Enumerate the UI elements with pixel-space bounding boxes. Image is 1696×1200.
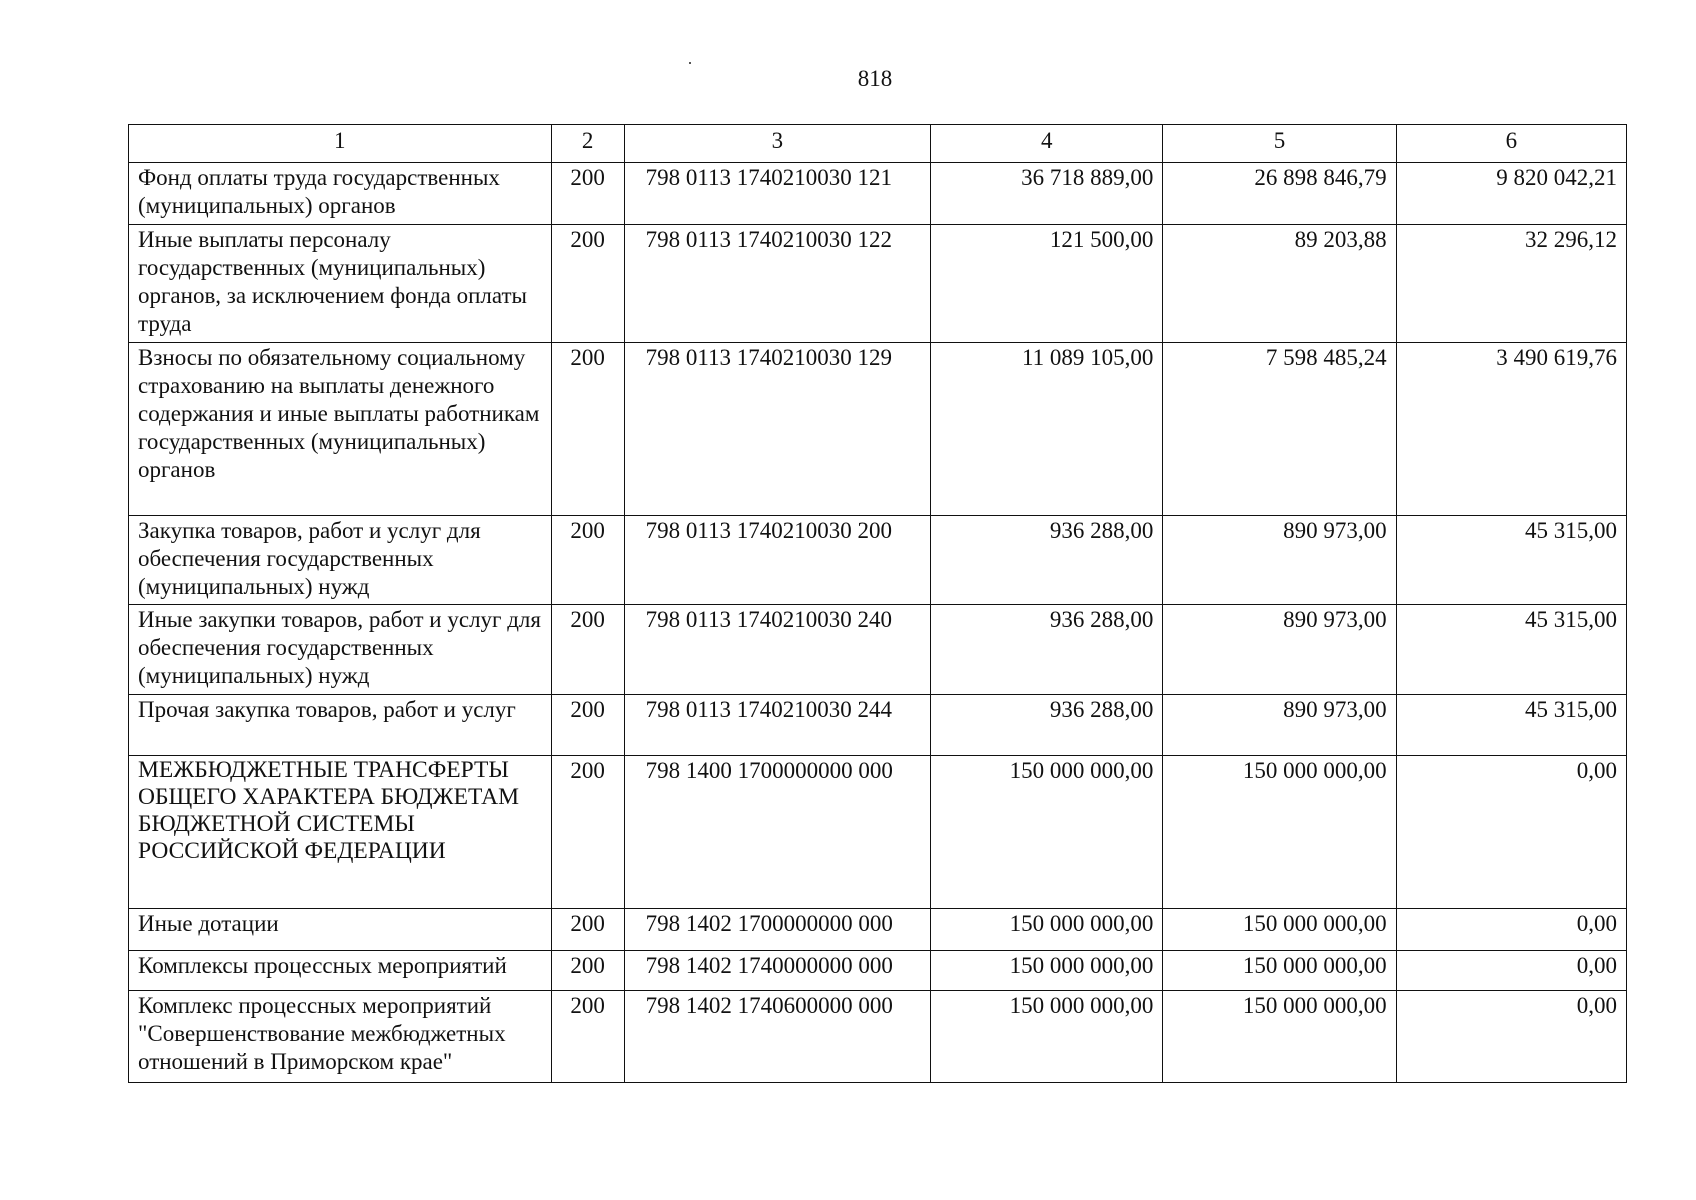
row-approved: 936 288,00 bbox=[931, 695, 1163, 756]
row-executed: 150 000 000,00 bbox=[1163, 991, 1396, 1083]
row-name: Иные выплаты персоналу государственных (муниципальных) органов, за исключением фонда оплаты труда bbox=[129, 225, 552, 343]
row-approved: 150 000 000,00 bbox=[931, 951, 1163, 991]
column-header: 3 bbox=[624, 125, 930, 163]
row-executed: 150 000 000,00 bbox=[1163, 756, 1396, 909]
row-line-code: 200 bbox=[551, 909, 624, 951]
row-classification-code: 798 1402 1740600000 000 bbox=[624, 991, 930, 1083]
row-classification-code: 798 1400 1700000000 000 bbox=[624, 756, 930, 909]
scan-speck bbox=[689, 62, 691, 64]
row-name: Комплексы процессных мероприятий bbox=[129, 951, 552, 991]
row-name: Комплекс процессных мероприятий "Совершенствование межбюджетных отношений в Приморском крае" bbox=[129, 991, 552, 1083]
page-number: 818 bbox=[857, 66, 893, 91]
table-row bbox=[129, 516, 1627, 605]
row-name: Фонд оплаты труда государственных (муниципальных) органов bbox=[129, 163, 552, 225]
row-executed: 7 598 485,24 bbox=[1163, 343, 1396, 516]
row-line-code: 200 bbox=[551, 991, 624, 1083]
row-approved: 150 000 000,00 bbox=[931, 909, 1163, 951]
table-row bbox=[129, 951, 1627, 991]
table-row bbox=[129, 756, 1627, 909]
row-name: Иные дотации bbox=[129, 909, 552, 951]
row-approved: 936 288,00 bbox=[931, 605, 1163, 695]
row-line-code: 200 bbox=[551, 516, 624, 605]
row-executed: 890 973,00 bbox=[1163, 695, 1396, 756]
column-header: 1 bbox=[129, 125, 552, 163]
row-classification-code: 798 1402 1700000000 000 bbox=[624, 909, 930, 951]
row-approved: 150 000 000,00 bbox=[931, 991, 1163, 1083]
row-executed: 890 973,00 bbox=[1163, 605, 1396, 695]
row-executed: 26 898 846,79 bbox=[1163, 163, 1396, 225]
row-executed: 89 203,88 bbox=[1163, 225, 1396, 343]
row-approved: 11 089 105,00 bbox=[931, 343, 1163, 516]
table-row bbox=[129, 163, 1627, 225]
row-unexecuted: 45 315,00 bbox=[1396, 605, 1626, 695]
table-header-row bbox=[129, 125, 1627, 163]
row-unexecuted: 0,00 bbox=[1396, 756, 1626, 909]
budget-table bbox=[128, 124, 1627, 1083]
row-executed: 890 973,00 bbox=[1163, 516, 1396, 605]
row-name: Закупка товаров, работ и услуг для обеспечения государственных (муниципальных) нужд bbox=[129, 516, 552, 605]
row-unexecuted: 3 490 619,76 bbox=[1396, 343, 1626, 516]
row-executed: 150 000 000,00 bbox=[1163, 909, 1396, 951]
column-header: 5 bbox=[1163, 125, 1396, 163]
row-approved: 936 288,00 bbox=[931, 516, 1163, 605]
table-row bbox=[129, 695, 1627, 756]
row-line-code: 200 bbox=[551, 695, 624, 756]
column-header: 4 bbox=[931, 125, 1163, 163]
row-classification-code: 798 0113 1740210030 121 bbox=[624, 163, 930, 225]
row-unexecuted: 0,00 bbox=[1396, 951, 1626, 991]
row-classification-code: 798 0113 1740210030 240 bbox=[624, 605, 930, 695]
row-approved: 121 500,00 bbox=[931, 225, 1163, 343]
table-row bbox=[129, 909, 1627, 951]
row-executed: 150 000 000,00 bbox=[1163, 951, 1396, 991]
column-header: 2 bbox=[551, 125, 624, 163]
row-unexecuted: 0,00 bbox=[1396, 991, 1626, 1083]
row-approved: 150 000 000,00 bbox=[931, 756, 1163, 909]
row-name: Иные закупки товаров, работ и услуг для обеспечения государственных (муниципальных) нужд bbox=[129, 605, 552, 695]
row-classification-code: 798 0113 1740210030 200 bbox=[624, 516, 930, 605]
table-row bbox=[129, 225, 1627, 343]
row-unexecuted: 9 820 042,21 bbox=[1396, 163, 1626, 225]
row-unexecuted: 45 315,00 bbox=[1396, 695, 1626, 756]
row-line-code: 200 bbox=[551, 756, 624, 909]
row-unexecuted: 32 296,12 bbox=[1396, 225, 1626, 343]
row-line-code: 200 bbox=[551, 343, 624, 516]
row-classification-code: 798 1402 1740000000 000 bbox=[624, 951, 930, 991]
table-row bbox=[129, 343, 1627, 516]
row-line-code: 200 bbox=[551, 163, 624, 225]
row-classification-code: 798 0113 1740210030 129 bbox=[624, 343, 930, 516]
row-unexecuted: 0,00 bbox=[1396, 909, 1626, 951]
row-classification-code: 798 0113 1740210030 244 bbox=[624, 695, 930, 756]
row-unexecuted: 45 315,00 bbox=[1396, 516, 1626, 605]
table-row bbox=[129, 991, 1627, 1083]
row-classification-code: 798 0113 1740210030 122 bbox=[624, 225, 930, 343]
row-approved: 36 718 889,00 bbox=[931, 163, 1163, 225]
table-row bbox=[129, 605, 1627, 695]
row-name: Взносы по обязательному социальному страхованию на выплаты денежного содержания и иные выплаты работникам государственных (муниципальных) органов bbox=[129, 343, 552, 516]
row-name: МЕЖБЮДЖЕТНЫЕ ТРАНСФЕРТЫ ОБЩЕГО ХАРАКТЕРА БЮДЖЕТАМ БЮДЖЕТНОЙ СИСТЕМЫ РОССИЙСКОЙ ФЕДЕРАЦИИ bbox=[129, 756, 552, 909]
column-header: 6 bbox=[1396, 125, 1626, 163]
row-line-code: 200 bbox=[551, 951, 624, 991]
row-line-code: 200 bbox=[551, 225, 624, 343]
row-line-code: 200 bbox=[551, 605, 624, 695]
row-name: Прочая закупка товаров, работ и услуг bbox=[129, 695, 552, 756]
